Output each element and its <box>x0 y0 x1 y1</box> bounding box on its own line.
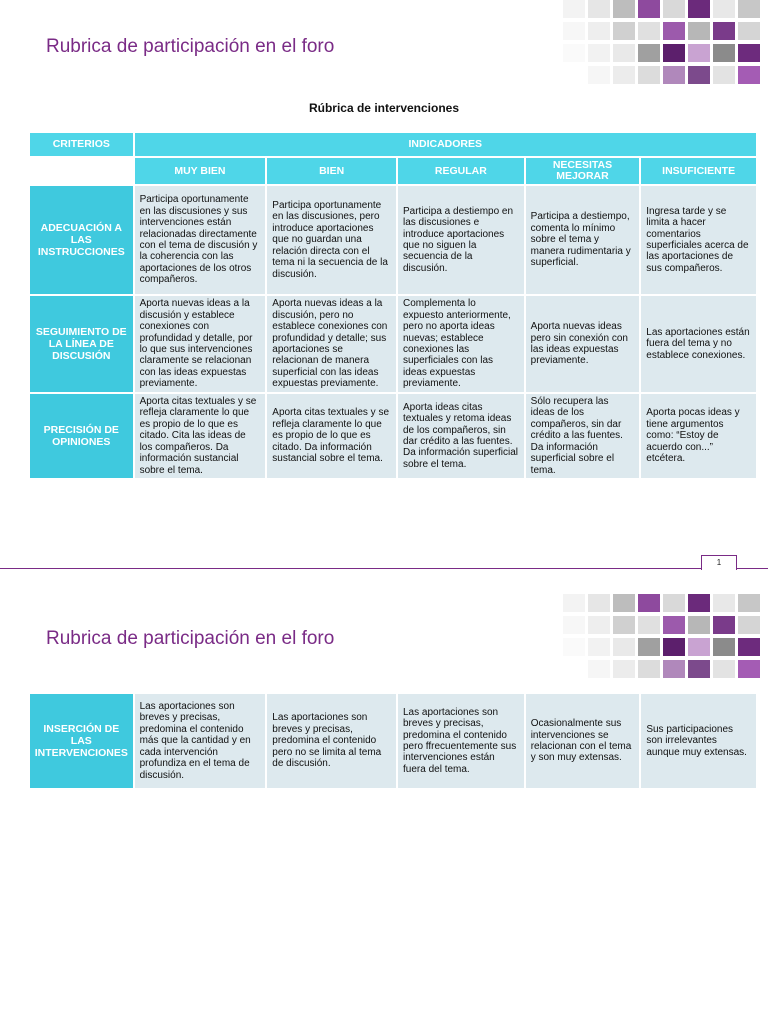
mosaic-tile <box>713 660 735 678</box>
decorative-mosaic <box>538 590 768 690</box>
table-title: Rúbrica de intervenciones <box>308 101 460 115</box>
mosaic-tile <box>663 594 685 612</box>
mosaic-tile <box>613 660 635 678</box>
indicator-cell: Ocasionalmente sus intervenciones se relacionan con el tema y son muy extensas. <box>526 694 640 788</box>
mosaic-tile <box>588 66 610 84</box>
level-header: BIEN <box>267 158 396 184</box>
criterion-cell: PRECISIÓN DE OPINIONES <box>30 394 133 478</box>
level-header: MUY BIEN <box>135 158 266 184</box>
mosaic-tile <box>538 0 560 18</box>
mosaic-tile <box>713 22 735 40</box>
mosaic-tile <box>613 638 635 656</box>
indicator-cell: Participa oportunamente en las discusiones, pero introduce aportaciones que no guardan una relación directa con el tema ni la secuencia de la discusión. <box>267 186 396 294</box>
criterion-cell: SEGUIMIENTO DE LA LÍNEA DE DISCUSIÓN <box>30 296 133 392</box>
table-row <box>30 694 756 788</box>
indicator-cell: Aporta pocas ideas y tiene argumentos como: “Estoy de acuerdo con...” etcétera. <box>641 394 756 478</box>
mosaic-tile <box>638 638 660 656</box>
mosaic-tile <box>713 0 735 18</box>
mosaic-tile <box>738 44 760 62</box>
rubric-table-continued <box>28 692 758 790</box>
page-title: Rubrica de participación en el foro <box>46 36 335 57</box>
mosaic-tile <box>563 44 585 62</box>
mosaic-tile <box>613 616 635 634</box>
mosaic-tile <box>588 616 610 634</box>
mosaic-tile <box>638 616 660 634</box>
level-header: NECESITAS MEJORAR <box>526 158 640 184</box>
table-row <box>30 394 756 478</box>
header-spacer <box>30 158 133 184</box>
mosaic-tile <box>713 44 735 62</box>
mosaic-tile <box>613 594 635 612</box>
mosaic-tile <box>588 638 610 656</box>
mosaic-tile <box>588 22 610 40</box>
mosaic-tile <box>638 594 660 612</box>
mosaic-tile <box>738 616 760 634</box>
indicator-cell: Aporta citas textuales y se refleja claramente lo que es propio de lo que es citado. Da información sustancial sobre el tema. <box>267 394 396 478</box>
page-number: 1 <box>701 555 737 570</box>
mosaic-tile <box>663 638 685 656</box>
mosaic-tile <box>638 66 660 84</box>
indicator-cell: Participa a destiempo, comenta lo mínimo sobre el tema y manera rudimentaria y superficial. <box>526 186 640 294</box>
rubric-table <box>28 131 758 480</box>
criteria-header: CRITERIOS <box>30 133 133 156</box>
mosaic-tile <box>538 66 560 84</box>
mosaic-tile <box>738 0 760 18</box>
mosaic-tile <box>713 638 735 656</box>
mosaic-tile <box>663 660 685 678</box>
mosaic-tile <box>613 0 635 18</box>
indicator-cell: Aporta nuevas ideas a la discusión y establece conexiones con profundidad y detalle, por lo que sus intervenciones claramente se relacionan con las ideas expuestas previamente. <box>135 296 266 392</box>
indicator-cell: Participa oportunamente en las discusiones y sus intervenciones están relacionadas directamente con el tema de discusión y la coherencia con las aportaciones de los otros compañeros. <box>135 186 266 294</box>
mosaic-tile <box>713 594 735 612</box>
mosaic-tile <box>738 66 760 84</box>
page-2 <box>0 560 768 1024</box>
mosaic-tile <box>563 638 585 656</box>
mosaic-tile <box>663 22 685 40</box>
indicator-cell: Aporta citas textuales y se refleja claramente lo que es propio de lo que es citado. Cita las ideas de los compañeros. Da información sustancial sobre el tema. <box>135 394 266 478</box>
level-header: REGULAR <box>398 158 524 184</box>
table-row <box>30 296 756 392</box>
mosaic-tile <box>563 616 585 634</box>
mosaic-tile <box>613 22 635 40</box>
mosaic-tile <box>663 44 685 62</box>
mosaic-tile <box>638 22 660 40</box>
indicator-cell: Ingresa tarde y se limita a hacer comentarios superficiales acerca de las aportaciones de sus compañeros. <box>641 186 756 294</box>
mosaic-tile <box>638 44 660 62</box>
mosaic-tile <box>663 0 685 18</box>
indicator-cell: Participa a destiempo en las discusiones e introduce aportaciones que no siguen la secuencia de la discusión. <box>398 186 524 294</box>
decorative-mosaic <box>538 0 768 96</box>
mosaic-tile <box>588 0 610 18</box>
mosaic-tile <box>588 44 610 62</box>
mosaic-tile <box>688 0 710 18</box>
mosaic-tile <box>613 44 635 62</box>
mosaic-tile <box>563 66 585 84</box>
mosaic-tile <box>663 616 685 634</box>
mosaic-tile <box>538 638 560 656</box>
mosaic-tile <box>688 638 710 656</box>
indicator-cell: Las aportaciones son breves y precisas, predomina el contenido pero ffrecuentemente sus intervenciones están fuera del tema. <box>398 694 524 788</box>
indicator-cell: Sus participaciones son irrelevantes aunque muy extensas. <box>641 694 756 788</box>
mosaic-tile <box>538 660 560 678</box>
mosaic-tile <box>563 0 585 18</box>
criterion-cell: INSERCIÓN DE LAS INTERVENCIONES <box>30 694 133 788</box>
mosaic-tile <box>688 616 710 634</box>
table-row <box>30 186 756 294</box>
mosaic-tile <box>738 594 760 612</box>
mosaic-tile <box>538 616 560 634</box>
criterion-cell: ADECUACIÓN A LAS INSTRUCCIONES <box>30 186 133 294</box>
indicator-cell: Las aportaciones son breves y precisas, predomina el contenido más que la cantidad y en cada intervención profundiza en el tema de discusión. <box>135 694 266 788</box>
mosaic-tile <box>663 66 685 84</box>
indicators-header: INDICADORES <box>135 133 756 156</box>
mosaic-tile <box>538 22 560 40</box>
mosaic-tile <box>688 594 710 612</box>
mosaic-tile <box>688 44 710 62</box>
mosaic-tile <box>738 22 760 40</box>
mosaic-tile <box>638 660 660 678</box>
indicator-cell: Aporta ideas citas textuales y retoma ideas de los compañeros, sin dar crédito a las fuentes. Da información superficial sobre el tema. <box>398 394 524 478</box>
mosaic-tile <box>688 660 710 678</box>
indicator-cell: Las aportaciones son breves y precisas, predomina el contenido pero no se limita al tema de discusión. <box>267 694 396 788</box>
mosaic-tile <box>538 594 560 612</box>
indicator-cell: Aporta nuevas ideas a la discusión, pero no establece conexiones con profundidad y detalle; sus aportaciones se relacionan de manera superficial con las ideas expuestas previamente. <box>267 296 396 392</box>
mosaic-tile <box>563 660 585 678</box>
mosaic-tile <box>713 66 735 84</box>
indicator-cell: Las aportaciones están fuera del tema y no establece conexiones. <box>641 296 756 392</box>
indicator-cell: Aporta nuevas ideas pero sin conexión con las ideas expuestas previamente. <box>526 296 640 392</box>
mosaic-tile <box>588 594 610 612</box>
mosaic-tile <box>613 66 635 84</box>
indicator-cell: Complementa lo expuesto anteriormente, pero no aporta ideas nuevas; establece conexiones las superficiales con las ideas expuestas previamente. <box>398 296 524 392</box>
indicator-cell: Sólo recupera las ideas de los compañeros, sin dar crédito a las fuentes. Da información superficial sobre el tema. <box>526 394 640 478</box>
mosaic-tile <box>538 44 560 62</box>
mosaic-tile <box>738 638 760 656</box>
mosaic-tile <box>688 66 710 84</box>
mosaic-tile <box>688 22 710 40</box>
mosaic-tile <box>563 22 585 40</box>
mosaic-tile <box>588 660 610 678</box>
mosaic-tile <box>713 616 735 634</box>
mosaic-tile <box>638 0 660 18</box>
level-header: INSUFICIENTE <box>641 158 756 184</box>
page-title: Rubrica de participación en el foro <box>46 628 335 649</box>
mosaic-tile <box>563 594 585 612</box>
mosaic-tile <box>738 660 760 678</box>
